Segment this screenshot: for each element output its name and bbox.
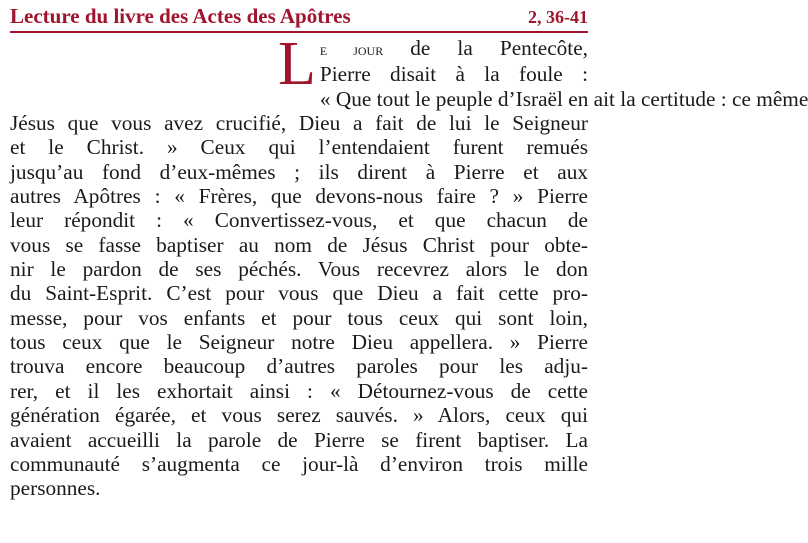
text-line: messe, pour vos enfants et pour tous ceux qui sont loin,	[10, 305, 588, 330]
text-line: génération égarée, et vous serez sauvés. » Alors, ceux qui	[10, 403, 588, 428]
text-line: « Que tout le peuple d’Israël en ait la certitude : ce même	[319, 86, 808, 111]
text-line: Jésus que vous avez crucifié, Dieu a fait de lui le Seigneur	[10, 111, 588, 136]
reading-header	[10, 4, 588, 33]
opening-smallcaps: e jour	[319, 40, 384, 59]
text-line: communauté s’augmenta ce jour-là d’environ trois mille	[10, 451, 588, 476]
text-line: tous ceux que le Seigneur notre Dieu appellera. » Pierre	[10, 330, 588, 355]
scripture-reference: 2, 36-41	[528, 7, 588, 27]
text-line: leur répondit : « Convertissez-vous, et que chacun de	[10, 208, 588, 233]
text-line: personnes.	[10, 476, 101, 501]
text-line: vous se fasse baptiser au nom de Jésus Christ pour obte-	[10, 232, 588, 257]
text-line: rer, et il les exhortait ainsi : « Détournez-vous de cette	[10, 378, 588, 403]
text-line: autres Apôtres : « Frères, que devons-nous faire ? » Pierre	[10, 184, 588, 209]
dropcap-letter: L	[278, 30, 316, 98]
text-line: nir le pardon de ses péchés. Vous recevrez alors le don	[10, 257, 588, 282]
text-line: et le Christ. » Ceux qui l’entendaient furent remués	[10, 135, 588, 160]
reading-body	[10, 30, 808, 501]
text-line-segment: de la Pentecôte,	[383, 36, 588, 60]
text-line: du Saint-Esprit. C’est pour vous que Dieu a fait cette pro-	[10, 281, 588, 306]
text-line: avaient accueilli la parole de Pierre se firent baptiser. La	[10, 427, 588, 452]
text-line: Pierre disait à la foule :	[319, 62, 588, 87]
reading-title: Lecture du livre des Actes des Apôtres	[10, 4, 351, 28]
text-line: jusqu’au fond d’eux-mêmes ; ils dirent à Pierre et aux	[10, 159, 588, 184]
text-line: trouva encore beaucoup d’autres paroles pour les adju-	[10, 354, 588, 379]
